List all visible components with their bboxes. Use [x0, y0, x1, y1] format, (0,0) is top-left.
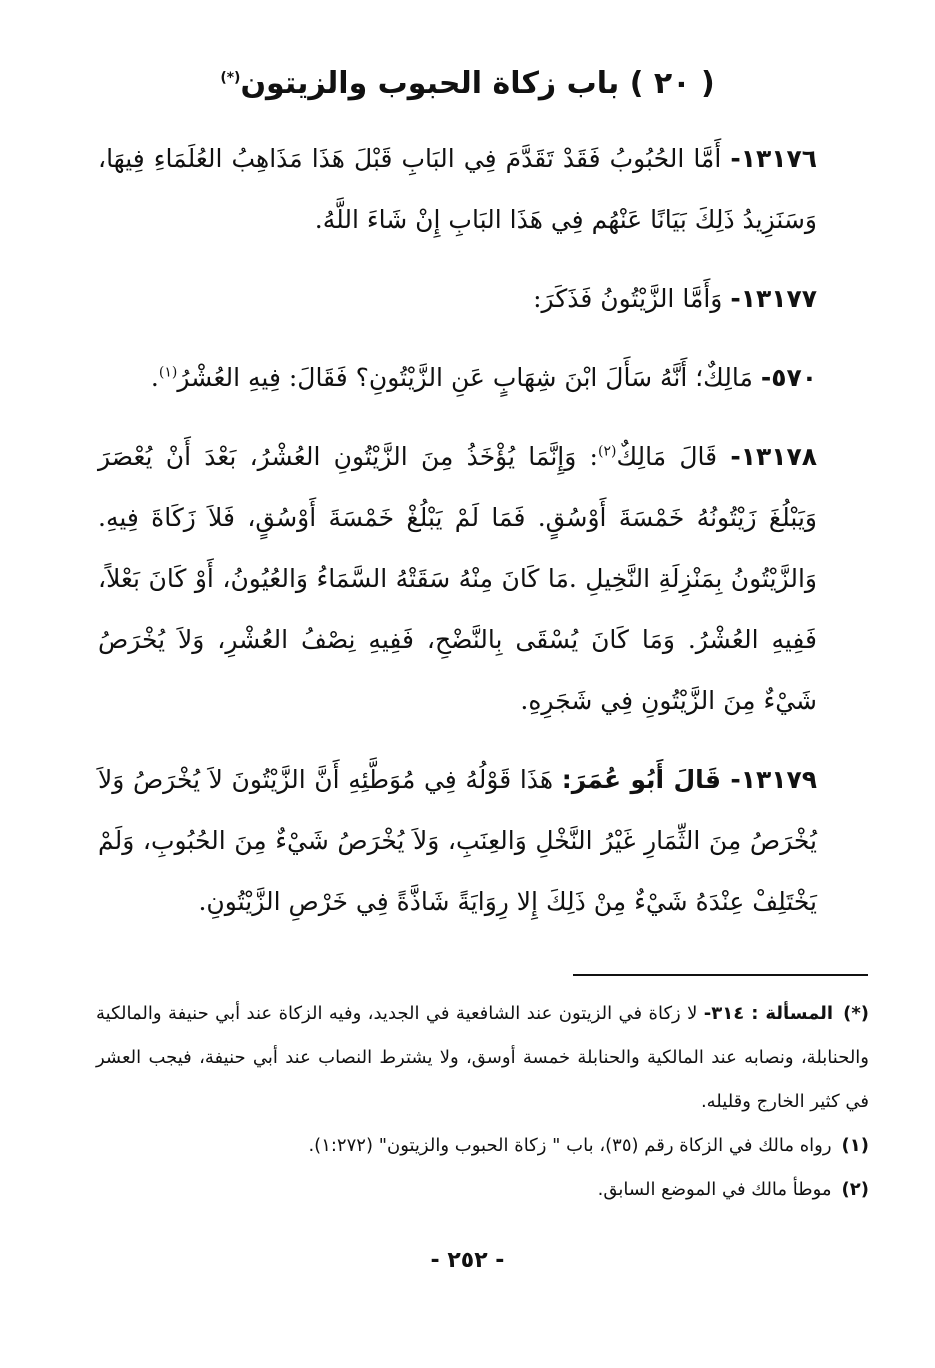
footnote-issue-head: المسألة : ٣١٤-: [703, 1003, 834, 1024]
main-text: [98, 128, 817, 942]
footnote-1: [96, 1124, 869, 1168]
paragraph-number: ١٣١٧٨-: [730, 442, 817, 471]
paragraph-13177: [98, 268, 817, 329]
paragraph-text: هَذَا قَوْلُهُ فِي مُوَطَّئِهِ أَنَّ الزَّيْتُونَ لاَ يُخْرَصُ وَلاَ يُخْرَصُ مِنَ الثِّمَارِ غَيْرُ النَّخْلِ وَالعِنَبِ، وَلاَ يُخْرَصُ شَيْءٌ مِنَ الحُبُوبِ، وَلَمْ يَخْتَلِفْ عِنْدَهُ شَيْءٌ مِنْ ذَلِكَ إِلا رِوَايَةً شَاذَّةً فِي خَرْصِ الزَّيْتُونِ.: [98, 765, 817, 916]
paragraph-number: ١٣١٧٧-: [730, 284, 817, 313]
footnote-text: لا زكاة في الزيتون عند الشافعية في الجديد، وفيه الزكاة عند أبي حنيفة والمالكية والحنابلة، ونصابه عند المالكية والحنابلة خمسة أوسق، ولا يشترط النصاب عند أبي حنيفة، فيجب العشر في كثير الخارج وقليله.: [96, 1003, 869, 1112]
paragraph-text-rest: : وَإِنَّمَا يُؤْخَذُ مِنَ الزَّيْتُونِ العُشْرُ، بَعْدَ أَنْ يُعْصَرَ وَيَبْلُغَ زَيْتُونُهُ خَمْسَةَ أَوْسُقٍ. فَمَا لَمْ يَبْلُغْ خَمْسَةَ أَوْسُقٍ، فَلاَ زَكَاةَ فِيهِ. وَالزَّيْتُونُ بِمَنْزِلَةِ النَّخِيلِ .مَا كَانَ مِنْهُ سَقَتْهُ السَّمَاءُ وَالعُيُونُ، أَوْ كَانَ بَعْلاً، فَفِيهِ العُشْرُ. وَمَا كَانَ يُسْقَى بِالنَّضْحِ، فَفِيهِ نِصْفُ العُشْرِ، وَلاَ يُخْرَصُ شَيْءٌ مِنَ الزَّيْتُونِ فِي شَجَرِهِ.: [98, 442, 817, 715]
paragraph-text: وَأَمَّا الزَّيْتُونُ فَذَكَرَ:: [533, 284, 731, 313]
paragraph-text: أَمَّا الحُبُوبُ فَقَدْ تَقَدَّمَ فِي البَابِ قَبْلَ هَذَا مَذَاهِبُ العُلَمَاءِ فِيهَا، وَسَنَزِيدُ ذَلِكَ بَيَانًا عَنْهُم فِي هَذَا البَابِ إِنْ شَاءَ اللَّهُ.: [98, 144, 817, 234]
paragraph-number: ١٣١٧٦-: [730, 144, 817, 173]
paragraph-13176: [98, 128, 817, 250]
paragraph-number: ١٣١٧٩-: [730, 765, 817, 794]
footnote-separator: [573, 974, 868, 976]
chapter-title-footnote-marker: (*): [220, 70, 241, 86]
footnote-marker: (*): [843, 1003, 869, 1024]
footnotes: [96, 992, 869, 1212]
chapter-title-text: ( ٢٠ ) باب زكاة الحبوب والزيتون: [240, 66, 715, 101]
hadith-number: ٥٧٠-: [760, 363, 817, 392]
hadith-end: .: [150, 363, 159, 392]
footnote-ref-2: (٢): [597, 443, 617, 460]
paragraph-13178: [98, 426, 817, 731]
footnote-2: [96, 1168, 869, 1212]
paragraph-text-start: قَالَ مَالِكٌ: [616, 442, 731, 471]
footnote-ref-1: (١): [158, 364, 178, 381]
footnote-star: [96, 992, 869, 1124]
page-number: - ٢٥٢ -: [430, 1248, 505, 1273]
footnote-marker: (١): [841, 1135, 869, 1156]
footnote-text: رواه مالك في الزكاة رقم (٣٥)، باب " زكاة الحبوب والزيتون" (١:٢٧٢).: [308, 1135, 832, 1156]
speaker-label: قَالَ أَبُو عُمَرَ:: [561, 765, 731, 794]
hadith-570: [98, 347, 817, 408]
chapter-title: [100, 62, 835, 106]
paragraph-13179: [98, 749, 817, 932]
footnote-marker: (٢): [841, 1179, 869, 1200]
footnote-text: موطأ مالك في الموضع السابق.: [597, 1179, 832, 1200]
hadith-text: مَالِكٌ؛ أَنَّهُ سَأَلَ ابْنَ شِهَابٍ عَنِ الزَّيْتُونِ؟ فَقَالَ: فِيهِ العُشْرُ: [177, 363, 761, 392]
